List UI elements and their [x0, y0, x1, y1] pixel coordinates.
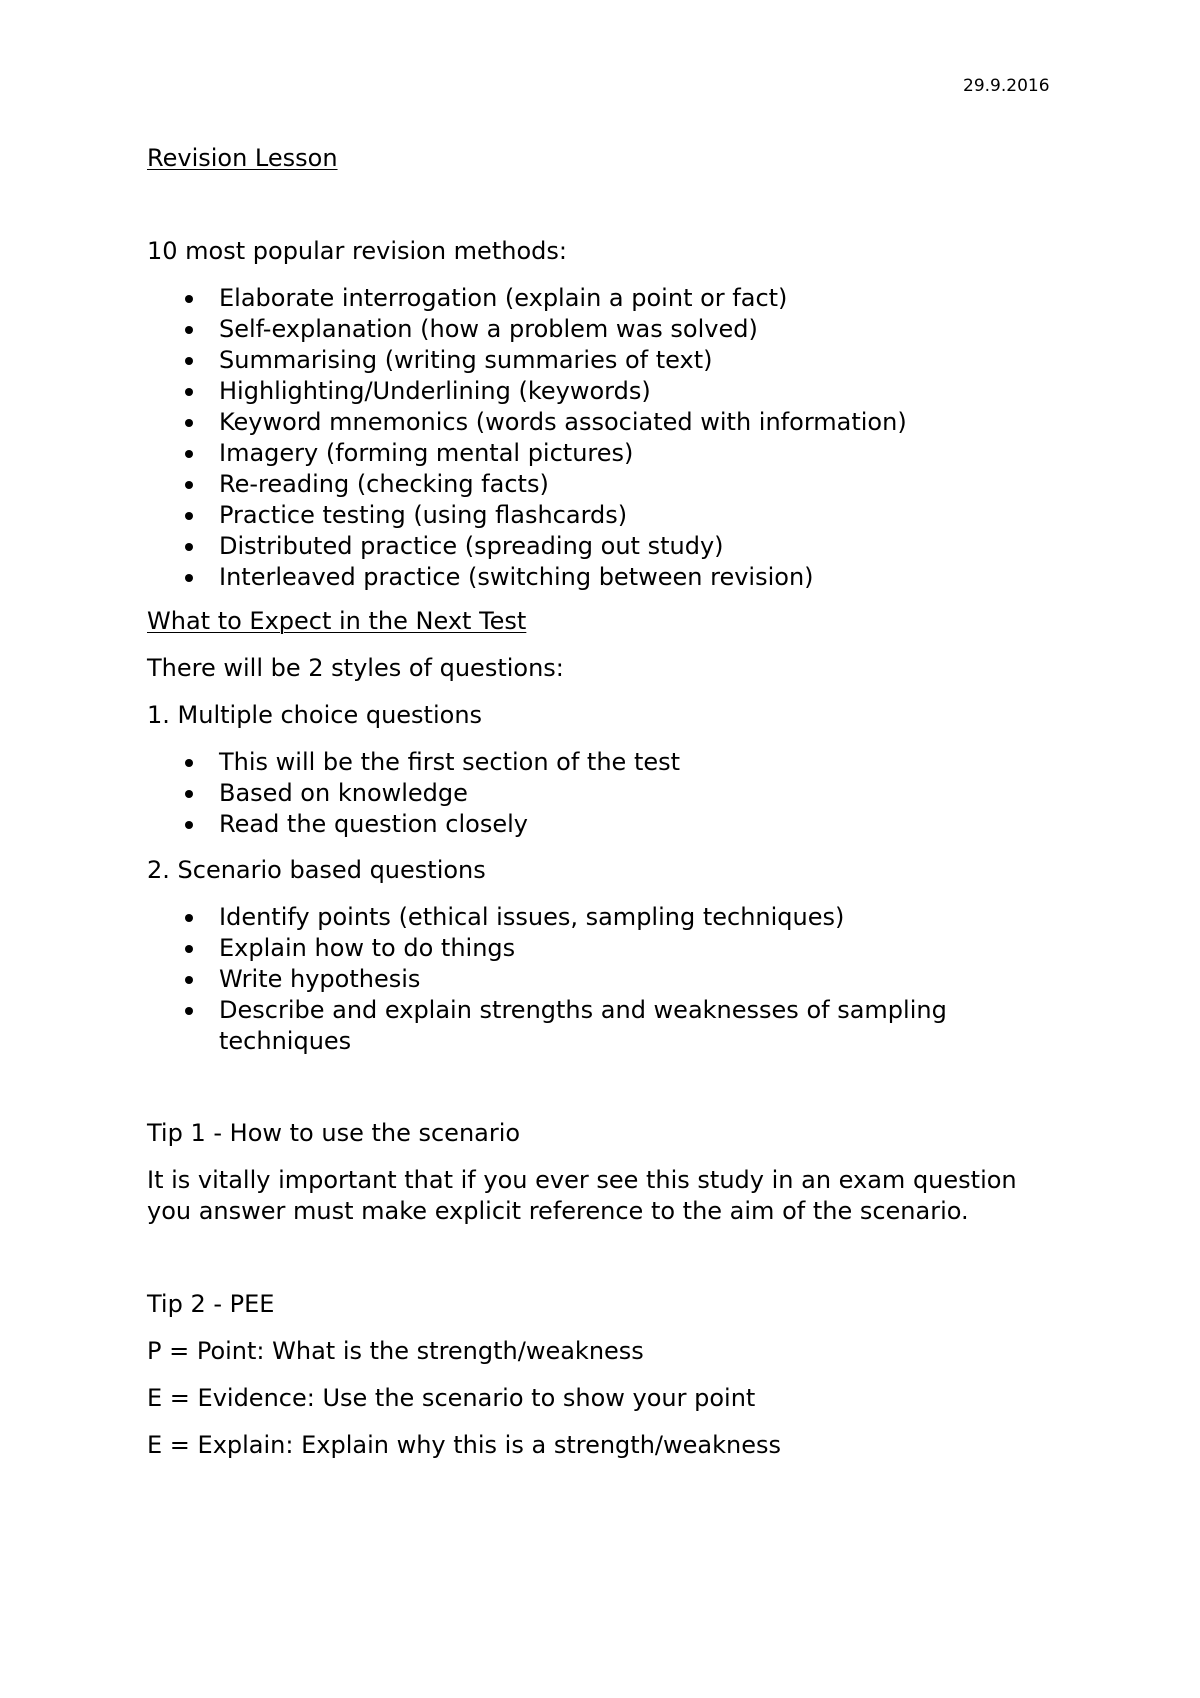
section1-list: [0, 747, 680, 840]
list-item: Explain how to do things: [0, 933, 999, 964]
bullet-icon: [185, 821, 193, 829]
bullet-icon: [185, 295, 193, 303]
list-item: Practice testing (using flashcards): [0, 500, 907, 531]
bullet-icon: [185, 574, 193, 582]
list-item: Elaborate interrogation (explain a point or fact): [0, 283, 907, 314]
document-date: 29.9.2016: [963, 76, 1050, 96]
bullet-icon: [185, 976, 193, 984]
bullet-icon: [185, 790, 193, 798]
list-item: Identify points (ethical issues, sampling techniques): [0, 902, 999, 933]
pee-explain: E = Explain: Explain why this is a strength/weakness: [147, 1431, 781, 1459]
list-item: Based on knowledge: [0, 778, 680, 809]
tip2-heading: Tip 2 - PEE: [147, 1290, 275, 1318]
list-item: Read the question closely: [0, 809, 680, 840]
bullet-icon: [185, 512, 193, 520]
section2-list: [0, 902, 999, 1057]
bullet-icon: [185, 914, 193, 922]
list-item: Distributed practice (spreading out study): [0, 531, 907, 562]
list-item: Re-reading (checking facts): [0, 469, 907, 500]
methods-intro: 10 most popular revision methods:: [147, 237, 567, 265]
next-test-heading: What to Expect in the Next Test: [147, 607, 527, 635]
bullet-icon: [185, 1007, 193, 1015]
bullet-icon: [185, 759, 193, 767]
list-item: This will be the first section of the test: [0, 747, 680, 778]
tip1-body-line1: It is vitally important that if you ever see this study in an exam question: [147, 1166, 1017, 1194]
next-test-intro: There will be 2 styles of questions:: [147, 654, 564, 682]
list-item: Keyword mnemonics (words associated with information): [0, 407, 907, 438]
bullet-icon: [185, 543, 193, 551]
bullet-icon: [185, 481, 193, 489]
section1-title: 1. Multiple choice questions: [147, 701, 483, 729]
bullet-icon: [185, 419, 193, 427]
tip1-heading: Tip 1 - How to use the scenario: [147, 1119, 521, 1147]
pee-point: P = Point: What is the strength/weakness: [147, 1337, 644, 1365]
section2-title: 2. Scenario based questions: [147, 856, 486, 884]
bullet-icon: [185, 388, 193, 396]
document-title: Revision Lesson: [147, 144, 338, 172]
list-item: Write hypothesis: [0, 964, 999, 995]
bullet-icon: [185, 357, 193, 365]
bullet-icon: [185, 450, 193, 458]
bullet-icon: [185, 326, 193, 334]
tip1-body-line2: you answer must make explicit reference to the aim of the scenario.: [147, 1197, 969, 1225]
list-item: Interleaved practice (switching between revision): [0, 562, 907, 593]
pee-evidence: E = Evidence: Use the scenario to show your point: [147, 1384, 756, 1412]
list-item: Highlighting/Underlining (keywords): [0, 376, 907, 407]
list-item: Imagery (forming mental pictures): [0, 438, 907, 469]
list-item: Summarising (writing summaries of text): [0, 345, 907, 376]
list-item: Self-explanation (how a problem was solved): [0, 314, 907, 345]
list-item: Describe and explain strengths and weaknesses of sampling techniques: [0, 995, 999, 1057]
methods-list: [0, 283, 907, 593]
bullet-icon: [185, 945, 193, 953]
